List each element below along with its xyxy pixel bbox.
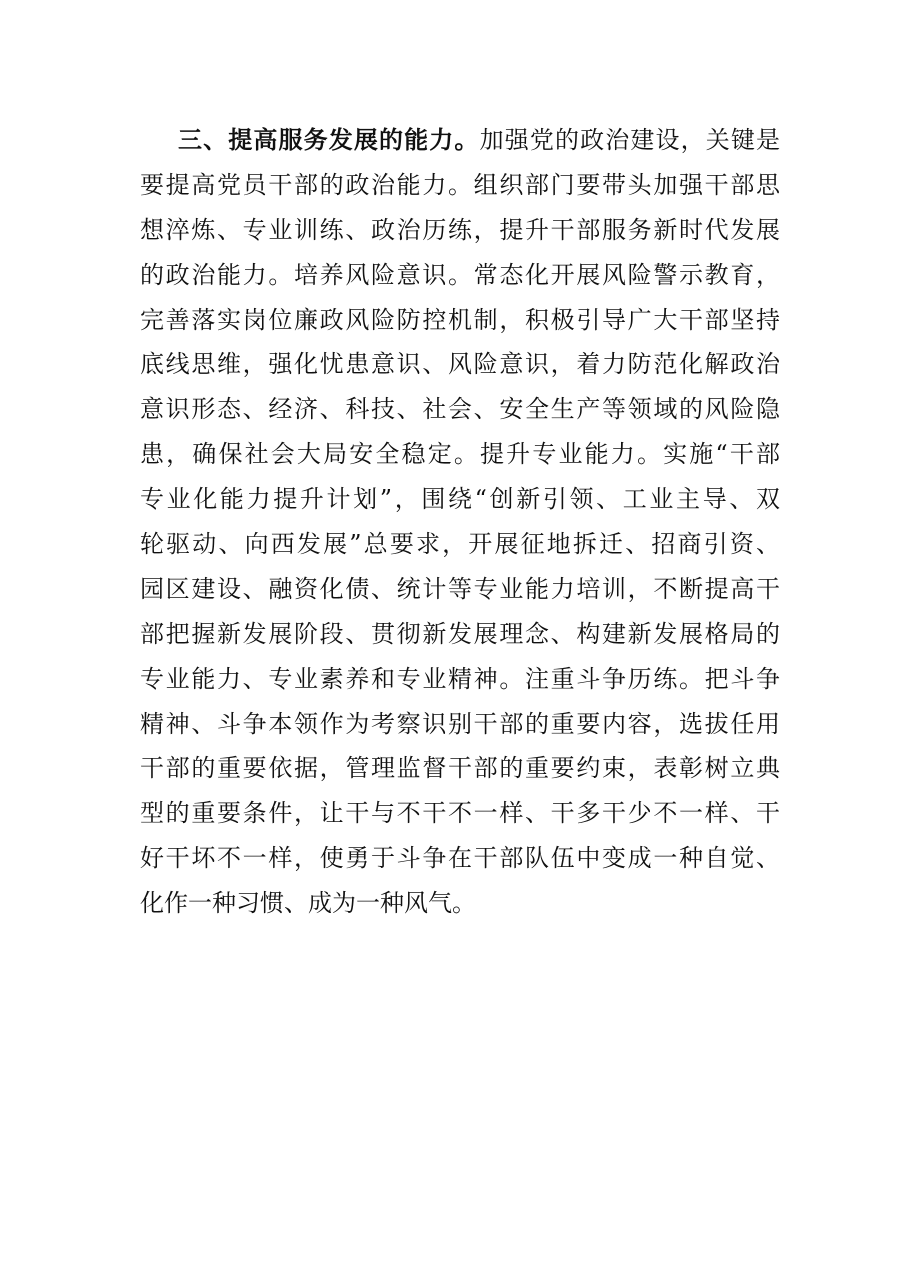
paragraph-line: 完善落实岗位廉政风险防控机制，积极引导广大干部坚持 bbox=[140, 305, 780, 334]
paragraph-line: 部把握新发展阶段、贯彻新发展理念、构建新发展格局的 bbox=[140, 619, 780, 648]
paragraph-line: 精神、斗争本领作为考察识别干部的重要内容，选拔任用 bbox=[140, 709, 780, 738]
paragraph-line: 想淬炼、专业训练、政治历练，提升干部服务新时代发展 bbox=[140, 215, 780, 244]
paragraph-line: 干部的重要依据，管理监督干部的重要约束，表彰树立典 bbox=[140, 754, 780, 783]
paragraph-line: 患，确保社会大局安全稳定。提升专业能力。实施“干部 bbox=[140, 440, 780, 469]
paragraph-line: 轮驱动、向西发展”总要求，开展征地拆迁、招商引资、 bbox=[140, 530, 780, 559]
line-text: 加强党的政治建设，关键是 bbox=[479, 126, 780, 154]
paragraph-line: 的政治能力。培养风险意识。常态化开展风险警示教育， bbox=[140, 260, 780, 289]
paragraph-line bbox=[140, 118, 780, 163]
paragraph-line: 专业化能力提升计划”，围绕“创新引领、工业主导、双 bbox=[140, 485, 780, 514]
paragraph-line: 意识形态、经济、科技、社会、安全生产等领域的风险隐 bbox=[140, 395, 780, 424]
paragraph-line: 好干坏不一样，使勇于斗争在干部队伍中变成一种自觉、 bbox=[140, 844, 780, 873]
paragraph-line: 底线思维，强化忧患意识、风险意识，着力防范化解政治 bbox=[140, 350, 780, 379]
body-paragraph bbox=[140, 118, 780, 926]
paragraph-line: 化作一种习惯、成为一种风气。 bbox=[140, 889, 476, 918]
paragraph-line: 园区建设、融资化债、统计等专业能力培训，不断提高干 bbox=[140, 574, 780, 603]
paragraph-line: 要提高党员干部的政治能力。组织部门要带头加强干部思 bbox=[140, 170, 780, 199]
paragraph-line: 专业能力、专业素养和专业精神。注重斗争历练。把斗争 bbox=[140, 664, 780, 693]
paragraph-line: 型的重要条件，让干与不干不一样、干多干少不一样、干 bbox=[140, 799, 780, 828]
section-heading: 三、提高服务发展的能力。 bbox=[178, 125, 480, 154]
